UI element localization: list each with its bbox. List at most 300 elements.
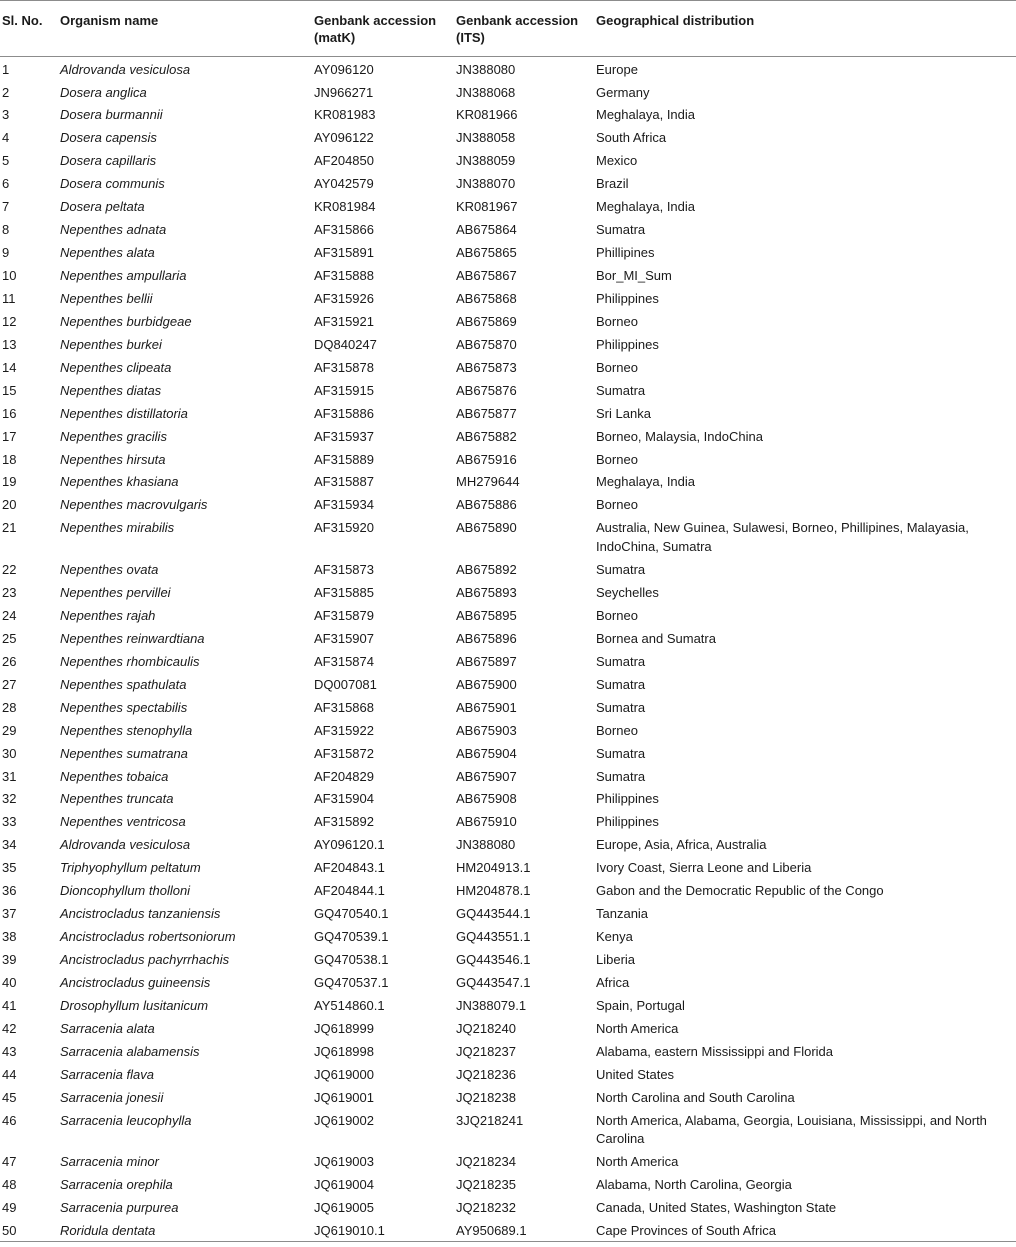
cell-matk: KR081984 xyxy=(314,199,376,215)
cell-organism: Dioncophyllum tholloni xyxy=(60,883,191,899)
cell-organism: Aldrovanda vesiculosa xyxy=(60,837,191,853)
cell-organism: Aldrovanda vesiculosa xyxy=(60,62,191,77)
cell-matk: JQ619002 xyxy=(314,1112,374,1128)
cell-matk: AY096122 xyxy=(314,130,374,146)
cell-matk: JN966271 xyxy=(314,84,374,100)
cell-geo: Canada, United States, Washington State xyxy=(596,1200,837,1216)
cell-organism: Sarracenia alabamensis xyxy=(60,1043,200,1059)
cell-its: 3JQ218241 xyxy=(456,1112,524,1128)
cell-sl-no: 43 xyxy=(2,1043,17,1059)
cell-sl-no: 41 xyxy=(2,997,17,1013)
cell-matk: GQ470540.1 xyxy=(314,906,389,922)
cell-geo: Philippines xyxy=(596,791,659,807)
header-organism: Organism name xyxy=(60,13,159,28)
cell-sl-no: 30 xyxy=(2,745,17,761)
cell-sl-no: 2 xyxy=(2,84,10,100)
table-row xyxy=(0,557,1016,580)
cell-organism: Nepenthes truncata xyxy=(60,791,174,807)
cell-geo: Bornea and Sumatra xyxy=(596,630,716,646)
cell-sl-no: 45 xyxy=(2,1089,17,1105)
table-row xyxy=(0,924,1016,947)
cell-sl-no: 28 xyxy=(2,699,17,715)
cell-its: AB675903 xyxy=(456,722,517,738)
cell-matk: GQ470538.1 xyxy=(314,952,389,968)
cell-matk: AF315874 xyxy=(314,653,374,669)
cell-geo: North Carolina and South Carolina xyxy=(596,1089,795,1105)
cell-geo: Australia, New Guinea, Sulawesi, Borneo, Phillipines, Malayasia, IndoChina, Sumatra xyxy=(596,520,969,554)
table-row xyxy=(0,718,1016,741)
cell-organism: Ancistrocladus robertsoniorum xyxy=(60,929,236,945)
cell-geo: Alabama, North Carolina, Georgia xyxy=(596,1177,792,1193)
table-row xyxy=(0,217,1016,240)
cell-sl-no: 19 xyxy=(2,474,17,490)
cell-its: AB675865 xyxy=(456,245,517,261)
cell-geo: Sri Lanka xyxy=(596,405,651,421)
cell-its: JQ218235 xyxy=(456,1177,516,1193)
cell-organism: Nepenthes khasiana xyxy=(60,474,179,490)
cell-its: JN388070 xyxy=(456,176,516,192)
cell-matk: AF315868 xyxy=(314,699,374,715)
cell-geo: North America, Alabama, Georgia, Louisiana, Mississippi, and North Carolina xyxy=(596,1112,987,1147)
cell-geo: Europe, Asia, Africa, Australia xyxy=(596,837,767,853)
cell-sl-no: 36 xyxy=(2,883,17,899)
cell-its: AB675873 xyxy=(456,359,517,375)
cell-its: JQ218240 xyxy=(456,1020,516,1036)
table-row xyxy=(0,649,1016,672)
cell-organism: Nepenthes spectabilis xyxy=(60,699,188,715)
cell-matk: JQ619003 xyxy=(314,1154,374,1170)
header-matk: Genbank accession (matK) xyxy=(314,13,437,45)
cell-geo: North America xyxy=(596,1154,679,1170)
cell-its: GQ443544.1 xyxy=(456,906,531,922)
cell-its: AB675908 xyxy=(456,791,517,807)
cell-its: JQ218232 xyxy=(456,1200,516,1216)
cell-matk: AF315891 xyxy=(314,245,374,261)
cell-its: GQ443546.1 xyxy=(456,952,531,968)
cell-matk: AF315937 xyxy=(314,428,374,444)
cell-sl-no: 42 xyxy=(2,1020,17,1036)
cell-sl-no: 37 xyxy=(2,906,17,922)
cell-sl-no: 49 xyxy=(2,1200,17,1216)
table-row xyxy=(0,786,1016,809)
cell-sl-no: 38 xyxy=(2,929,17,945)
table-row xyxy=(0,764,1016,787)
cell-organism: Sarracenia orephila xyxy=(60,1177,173,1193)
cell-geo: Phillipines xyxy=(596,245,655,261)
cell-geo: Sumatra xyxy=(596,382,646,398)
table-row xyxy=(0,947,1016,970)
cell-geo: Philippines xyxy=(596,814,659,830)
cell-sl-no: 7 xyxy=(2,199,10,215)
table-row xyxy=(0,355,1016,378)
cell-sl-no: 31 xyxy=(2,768,17,784)
table-row xyxy=(0,378,1016,401)
cell-its: JQ218236 xyxy=(456,1066,516,1082)
cell-sl-no: 18 xyxy=(2,451,17,467)
cell-geo: Borneo xyxy=(596,359,638,375)
cell-organism: Nepenthes burkei xyxy=(60,336,162,352)
cell-sl-no: 23 xyxy=(2,585,17,601)
cell-matk: AF315873 xyxy=(314,562,374,578)
cell-matk: JQ619001 xyxy=(314,1089,374,1105)
cell-its: AB675890 xyxy=(456,520,517,536)
cell-sl-no: 39 xyxy=(2,952,17,968)
cell-sl-no: 44 xyxy=(2,1066,17,1082)
cell-organism: Nepenthes sumatrana xyxy=(60,745,188,761)
cell-sl-no: 15 xyxy=(2,382,17,398)
cell-its: AB675870 xyxy=(456,336,517,352)
table-row xyxy=(0,1149,1016,1172)
cell-organism: Nepenthes gracilis xyxy=(60,428,167,444)
table-row xyxy=(0,492,1016,515)
cell-matk: AF315904 xyxy=(314,791,374,807)
cell-sl-no: 35 xyxy=(2,860,17,876)
cell-geo: Kenya xyxy=(596,929,633,945)
table-row xyxy=(0,309,1016,332)
cell-sl-no: 34 xyxy=(2,837,17,853)
cell-geo: Tanzania xyxy=(596,906,649,922)
table-row xyxy=(0,515,1016,557)
cell-organism: Nepenthes adnata xyxy=(60,222,167,238)
table-row xyxy=(0,1085,1016,1108)
cell-organism: Nepenthes alata xyxy=(60,245,155,261)
cell-organism: Dosera burmannii xyxy=(60,107,163,123)
cell-its: AB675904 xyxy=(456,745,517,761)
cell-sl-no: 47 xyxy=(2,1154,17,1170)
table-row xyxy=(0,993,1016,1016)
cell-matk: GQ470539.1 xyxy=(314,929,389,945)
cell-its: AB675869 xyxy=(456,313,517,329)
cell-matk: AF315889 xyxy=(314,451,374,467)
cell-sl-no: 33 xyxy=(2,814,17,830)
cell-its: MH279644 xyxy=(456,474,520,490)
cell-organism: Nepenthes spathulata xyxy=(60,676,187,692)
table-row xyxy=(0,332,1016,355)
cell-sl-no: 8 xyxy=(2,222,10,238)
table-row xyxy=(0,57,1016,80)
table-row xyxy=(0,171,1016,194)
cell-organism: Nepenthes rhombicaulis xyxy=(60,653,200,669)
cell-organism: Nepenthes ampullaria xyxy=(60,268,187,283)
cell-geo: Philippines xyxy=(596,290,659,306)
cell-organism: Sarracenia jonesii xyxy=(60,1089,164,1105)
cell-geo: Brazil xyxy=(596,176,629,192)
table-row xyxy=(0,1016,1016,1039)
cell-matk: AF315922 xyxy=(314,722,374,738)
cell-sl-no: 27 xyxy=(2,676,17,692)
cell-matk: AY096120 xyxy=(314,62,374,77)
cell-geo: Germany xyxy=(596,84,650,100)
cell-geo: Ivory Coast, Sierra Leone and Liberia xyxy=(596,860,812,876)
cell-organism: Dosera peltata xyxy=(60,199,145,215)
cell-sl-no: 17 xyxy=(2,428,17,444)
table-row xyxy=(0,469,1016,492)
cell-geo: Alabama, eastern Mississippi and Florida xyxy=(596,1043,833,1059)
cell-sl-no: 5 xyxy=(2,153,10,169)
table-row xyxy=(0,672,1016,695)
cell-its: AB675864 xyxy=(456,222,517,238)
cell-its: AB675901 xyxy=(456,699,517,715)
cell-matk: JQ618998 xyxy=(314,1043,374,1059)
cell-its: JQ218237 xyxy=(456,1043,516,1059)
cell-geo: Borneo, Malaysia, IndoChina xyxy=(596,428,763,444)
table-row xyxy=(0,401,1016,424)
cell-organism: Sarracenia alata xyxy=(60,1020,155,1036)
cell-its: HM204878.1 xyxy=(456,883,531,899)
cell-geo: Sumatra xyxy=(596,562,646,578)
table-row xyxy=(0,102,1016,125)
table-row xyxy=(0,1108,1016,1150)
header-row xyxy=(0,1,1016,57)
cell-organism: Sarracenia flava xyxy=(60,1066,154,1082)
cell-geo: Sumatra xyxy=(596,745,646,761)
table-row xyxy=(0,832,1016,855)
cell-matk: AF204829 xyxy=(314,768,374,784)
cell-matk: DQ007081 xyxy=(314,676,377,692)
cell-matk: AY514860.1 xyxy=(314,997,385,1013)
cell-matk: JQ619005 xyxy=(314,1200,374,1216)
table-row xyxy=(0,809,1016,832)
cell-sl-no: 21 xyxy=(2,520,17,536)
cell-organism: Nepenthes hirsuta xyxy=(60,451,166,467)
cell-organism: Nepenthes tobaica xyxy=(60,768,169,784)
table-row xyxy=(0,1039,1016,1062)
cell-its: GQ443547.1 xyxy=(456,974,531,990)
cell-its: JN388080 xyxy=(456,62,516,77)
cell-sl-no: 9 xyxy=(2,245,10,261)
cell-geo: Mexico xyxy=(596,153,638,169)
table-body xyxy=(0,57,1016,1242)
table-row xyxy=(0,125,1016,148)
cell-sl-no: 50 xyxy=(2,1223,17,1239)
cell-geo: Borneo xyxy=(596,313,638,329)
cell-matk: AF315920 xyxy=(314,520,374,536)
cell-matk: AF315887 xyxy=(314,474,374,490)
table-row xyxy=(0,240,1016,263)
cell-organism: Nepenthes burbidgeae xyxy=(60,313,192,329)
cell-matk: DQ840247 xyxy=(314,336,377,352)
cell-its: GQ443551.1 xyxy=(456,929,531,945)
cell-geo: Gabon and the Democratic Republic of the Congo xyxy=(596,883,884,899)
cell-geo: Africa xyxy=(596,974,630,990)
cell-geo: Sumatra xyxy=(596,699,646,715)
cell-matk: AF204843.1 xyxy=(314,860,385,876)
header-geo: Geographical distribution xyxy=(596,13,755,28)
cell-organism: Nepenthes pervillei xyxy=(60,585,171,601)
header-its: Genbank accession (ITS) xyxy=(456,13,579,45)
cell-sl-no: 32 xyxy=(2,791,17,807)
table-row xyxy=(0,901,1016,924)
cell-sl-no: 6 xyxy=(2,176,10,192)
table-row xyxy=(0,603,1016,626)
cell-sl-no: 40 xyxy=(2,974,17,990)
cell-sl-no: 29 xyxy=(2,722,17,738)
cell-sl-no: 46 xyxy=(2,1112,17,1128)
table-row xyxy=(0,148,1016,171)
cell-matk: JQ618999 xyxy=(314,1020,374,1036)
cell-geo: United States xyxy=(596,1066,675,1082)
cell-matk: AF204844.1 xyxy=(314,883,385,899)
cell-its: AB675896 xyxy=(456,630,517,646)
cell-organism: Sarracenia minor xyxy=(60,1154,159,1170)
cell-matk: AF315892 xyxy=(314,814,374,830)
cell-its: AB675886 xyxy=(456,497,517,513)
cell-its: JN388068 xyxy=(456,84,516,100)
cell-geo: Meghalaya, India xyxy=(596,474,696,490)
cell-organism: Sarracenia purpurea xyxy=(60,1200,179,1216)
cell-sl-no: 20 xyxy=(2,497,17,513)
cell-matk: AF315921 xyxy=(314,313,374,329)
cell-sl-no: 24 xyxy=(2,607,17,623)
cell-matk: AF315879 xyxy=(314,607,374,623)
cell-geo: Sumatra xyxy=(596,676,646,692)
cell-its: AY950689.1 xyxy=(456,1223,527,1239)
cell-organism: Nepenthes stenophylla xyxy=(60,722,193,738)
cell-organism: Nepenthes mirabilis xyxy=(60,520,175,536)
cell-its: JN388059 xyxy=(456,153,516,169)
cell-organism: Nepenthes reinwardtiana xyxy=(60,630,205,646)
cell-organism: Nepenthes distillatoria xyxy=(60,405,188,421)
cell-geo: Borneo xyxy=(596,497,638,513)
cell-organism: Sarracenia leucophylla xyxy=(60,1112,192,1128)
cell-geo: Cape Provinces of South Africa xyxy=(596,1223,776,1239)
table-row xyxy=(0,878,1016,901)
cell-its: JQ218234 xyxy=(456,1154,516,1170)
cell-sl-no: 10 xyxy=(2,268,17,283)
cell-its: AB675877 xyxy=(456,405,517,421)
cell-its: JN388080 xyxy=(456,837,516,853)
cell-geo: Sumatra xyxy=(596,653,646,669)
cell-organism: Nepenthes clipeata xyxy=(60,359,172,375)
cell-matk: JQ619000 xyxy=(314,1066,374,1082)
cell-matk: AF315888 xyxy=(314,268,374,283)
cell-matk: AF315878 xyxy=(314,359,374,375)
cell-sl-no: 13 xyxy=(2,336,17,352)
table-header xyxy=(0,1,1016,57)
table-row xyxy=(0,626,1016,649)
cell-its: AB675882 xyxy=(456,428,517,444)
cell-geo: Borneo xyxy=(596,722,638,738)
table-row xyxy=(0,741,1016,764)
cell-sl-no: 1 xyxy=(2,62,10,77)
cell-geo: Spain, Portugal xyxy=(596,997,685,1013)
cell-sl-no: 26 xyxy=(2,653,17,669)
cell-its: KR081967 xyxy=(456,199,518,215)
cell-sl-no: 12 xyxy=(2,313,17,329)
cell-organism: Nepenthes ovata xyxy=(60,562,159,578)
cell-organism: Ancistrocladus guineensis xyxy=(60,974,211,990)
cell-geo: North America xyxy=(596,1020,679,1036)
cell-its: AB675910 xyxy=(456,814,517,830)
cell-sl-no: 48 xyxy=(2,1177,17,1193)
table-row xyxy=(0,80,1016,103)
cell-its: AB675868 xyxy=(456,290,517,306)
cell-sl-no: 25 xyxy=(2,630,17,646)
cell-its: AB675895 xyxy=(456,607,517,623)
table-row xyxy=(0,1218,1016,1241)
cell-organism: Dosera capillaris xyxy=(60,153,157,169)
table-row xyxy=(0,424,1016,447)
cell-geo: Borneo xyxy=(596,451,638,467)
cell-matk: AF315934 xyxy=(314,497,374,513)
cell-its: AB675892 xyxy=(456,562,517,578)
cell-sl-no: 14 xyxy=(2,359,17,375)
cell-matk: AF315915 xyxy=(314,382,374,398)
header-sl-no: Sl. No. xyxy=(2,13,43,28)
cell-geo: Europe xyxy=(596,62,638,77)
table-row xyxy=(0,695,1016,718)
cell-organism: Triphyophyllum peltatum xyxy=(60,860,201,876)
cell-matk: JQ619004 xyxy=(314,1177,374,1193)
cell-geo: Meghalaya, India xyxy=(596,199,696,215)
cell-geo: Bor_MI_Sum xyxy=(596,268,672,283)
table-row xyxy=(0,286,1016,309)
cell-geo: Sumatra xyxy=(596,768,646,784)
cell-its: AB675867 xyxy=(456,268,517,283)
cell-organism: Nepenthes ventricosa xyxy=(60,814,186,830)
cell-matk: AF315866 xyxy=(314,222,374,238)
cell-matk: AF315886 xyxy=(314,405,374,421)
cell-sl-no: 11 xyxy=(2,290,16,306)
cell-geo: Meghalaya, India xyxy=(596,107,696,123)
cell-organism: Nepenthes rajah xyxy=(60,607,156,623)
cell-its: JN388058 xyxy=(456,130,516,146)
cell-its: AB675907 xyxy=(456,768,517,784)
cell-geo: Philippines xyxy=(596,336,659,352)
cell-organism: Ancistrocladus tanzaniensis xyxy=(60,906,221,922)
cell-organism: Roridula dentata xyxy=(60,1223,156,1239)
cell-its: AB675900 xyxy=(456,676,517,692)
cell-its: JQ218238 xyxy=(456,1089,516,1105)
cell-organism: Drosophyllum lusitanicum xyxy=(60,997,209,1013)
cell-its: AB675893 xyxy=(456,585,517,601)
cell-sl-no: 22 xyxy=(2,562,17,578)
cell-matk: AF315872 xyxy=(314,745,374,761)
cell-matk: AY096120.1 xyxy=(314,837,385,853)
cell-sl-no: 16 xyxy=(2,405,17,421)
cell-matk: AF315907 xyxy=(314,630,374,646)
cell-its: KR081966 xyxy=(456,107,518,123)
table-row xyxy=(0,855,1016,878)
cell-its: HM204913.1 xyxy=(456,860,531,876)
cell-organism: Ancistrocladus pachyrrhachis xyxy=(60,952,230,968)
cell-organism: Nepenthes bellii xyxy=(60,290,153,306)
cell-sl-no: 4 xyxy=(2,130,10,146)
cell-its: AB675897 xyxy=(456,653,517,669)
cell-organism: Dosera capensis xyxy=(60,130,157,146)
cell-matk: AF315885 xyxy=(314,585,374,601)
table-row xyxy=(0,580,1016,603)
cell-matk: AF315926 xyxy=(314,290,374,306)
cell-matk: KR081983 xyxy=(314,107,376,123)
cell-its: JN388079.1 xyxy=(456,997,527,1013)
cell-organism: Dosera anglica xyxy=(60,84,147,100)
cell-matk: JQ619010.1 xyxy=(314,1223,385,1239)
cell-geo: Liberia xyxy=(596,952,636,968)
cell-organism: Dosera communis xyxy=(60,176,165,192)
cell-geo: Seychelles xyxy=(596,585,659,601)
cell-geo: Sumatra xyxy=(596,222,646,238)
cell-its: AB675876 xyxy=(456,382,517,398)
table-row xyxy=(0,1172,1016,1195)
cell-geo: Borneo xyxy=(596,607,638,623)
table-row xyxy=(0,1195,1016,1218)
table-row xyxy=(0,194,1016,217)
cell-its: AB675916 xyxy=(456,451,517,467)
cell-sl-no: 3 xyxy=(2,107,10,123)
cell-matk: AF204850 xyxy=(314,153,374,169)
cell-organism: Nepenthes macrovulgaris xyxy=(60,497,208,513)
